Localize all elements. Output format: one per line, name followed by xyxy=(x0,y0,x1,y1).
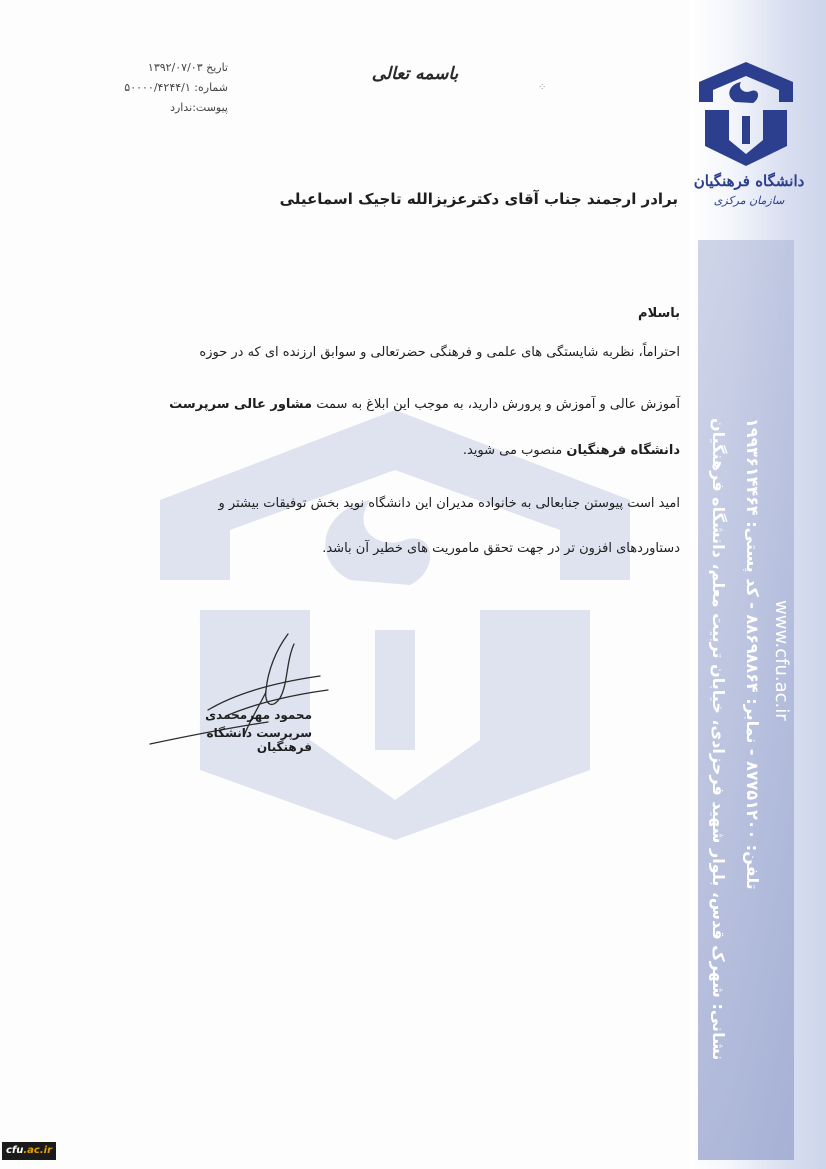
number-label: شماره: xyxy=(194,81,228,94)
logo-subtitle: سازمان مرکزی xyxy=(713,194,785,207)
signer-name: محمود مهرمحمدی xyxy=(205,708,312,722)
letter-line-1: احتراماً، نظربه شایستگی های علمی و فرهنگی حضرتعالی و سوابق ارزنده ای که در حوزه xyxy=(199,345,680,360)
letter-line-3-text: منصوب می شوید. xyxy=(462,443,567,458)
footer-brand-ext: .ac.ir xyxy=(23,1145,53,1156)
letter-organization: دانشگاه فرهنگیان xyxy=(566,443,680,458)
sidebar-website: www.cfu.ac.ir xyxy=(771,600,792,721)
attachment-label: پیوست: xyxy=(192,101,228,114)
letter-greeting: باسلام xyxy=(638,306,680,321)
watermark-logo-icon xyxy=(160,410,630,840)
logo-title: دانشگاه فرهنگیان xyxy=(693,172,805,190)
footer-watermark-tag xyxy=(2,1142,56,1160)
letter-salutation: برادر ارجمند جناب آقای دکترعزیزالله تاجیک اسماعیلی xyxy=(279,190,678,208)
footer-brand: cfu xyxy=(5,1145,24,1156)
date-label: تاریخ xyxy=(206,61,228,74)
letter-line-2 xyxy=(120,397,680,412)
letter-line-5: دستاوردهای افزون تر در جهت تحقق ماموریت های خطیر آن باشد. xyxy=(322,541,680,556)
sidebar-address: نشانی: شهرک قدس، بلوار شهید فرحزادی، خیابان تربیت معلم، دانشگاه فرهنگیان xyxy=(709,418,728,1061)
letter-line-4: امید است پیوستن جنابعالی به خانواده مدیران این دانشگاه نوید بخش توفیقات بیشتر و xyxy=(218,496,680,511)
date-row xyxy=(96,58,228,78)
university-logo-icon xyxy=(695,58,797,170)
number-value: ۵۰۰۰۰/۴۲۴۴/۱ xyxy=(124,81,191,94)
signer-title: سرپرست دانشگاه فرهنگیان xyxy=(206,726,312,754)
attachment-row xyxy=(96,98,228,118)
invocation-heading: باسمه تعالی xyxy=(371,64,459,84)
letter-position-title: مشاور عالی سرپرست xyxy=(169,397,313,412)
date-value: ۱۳۹۲/۰۷/۰۳ xyxy=(147,61,203,74)
letter-line-3 xyxy=(120,443,680,458)
sidebar-phone: تلفن: ۸۷۷۵۱۲۰۰ - نمابر: ۸۸۶۹۸۸۶۴ - کد پستی: ۱۹۹۳۶۱۴۴۶۴ xyxy=(743,418,762,890)
ink-speck: ⁘ xyxy=(538,82,547,93)
letter-meta xyxy=(96,58,228,118)
letter-line-2-text: آموزش عالی و آموزش و پرورش دارید، به موجب این ابلاغ به سمت xyxy=(312,397,680,412)
attachment-value: ندارد xyxy=(170,101,193,114)
number-row xyxy=(96,78,228,98)
